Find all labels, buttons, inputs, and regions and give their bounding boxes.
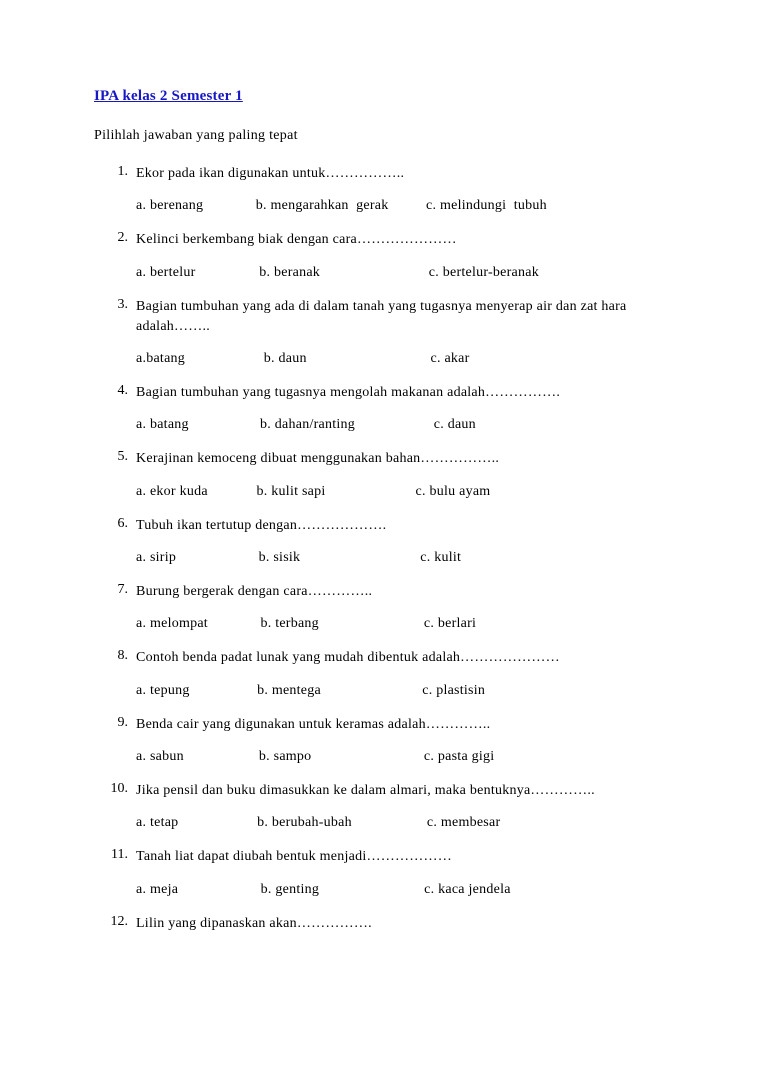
question-number: 4.: [117, 383, 128, 399]
question-text: Contoh benda padat lunak yang mudah dibentuk adalah…………………: [136, 650, 560, 666]
question-text: Kerajinan kemoceng dibuat menggunakan bahan……………..: [136, 451, 500, 467]
question-number: 6.: [117, 515, 128, 531]
page-title: IPA kelas 2 Semester 1: [94, 88, 243, 104]
question-text: Kelinci berkembang biak dengan cara…………………: [136, 232, 457, 248]
question-text: Jika pensil dan buku dimasukkan ke dalam almari, maka bentuknya…………..: [136, 782, 595, 798]
list-item: [94, 164, 674, 214]
question-list: [94, 164, 674, 934]
list-item: [94, 297, 674, 368]
question-choices: a. meja b. genting c. kaca jendela: [136, 881, 511, 897]
question-choices: a. sirip b. sisik c. kulit: [136, 550, 462, 566]
question-number: 8.: [117, 648, 128, 664]
question-number: 5.: [117, 449, 128, 465]
list-item: [94, 582, 674, 632]
question-text: Benda cair yang digunakan untuk keramas adalah…………..: [136, 716, 491, 732]
question-number: 11.: [111, 847, 128, 863]
question-number: 10.: [110, 780, 128, 796]
question-text: Bagian tumbuhan yang ada di dalam tanah yang tugasnya menyerap air dan zat hara adalah……..: [136, 298, 627, 334]
question-number: 1.: [117, 164, 128, 179]
question-choices: a. sabun b. sampo c. pasta gigi: [136, 748, 495, 764]
question-number: 2.: [117, 230, 128, 246]
question-number: 9.: [117, 714, 128, 730]
question-choices: a. bertelur b. beranak c. bertelur-beranak: [136, 264, 539, 280]
list-item: [94, 516, 674, 566]
question-text: Burung bergerak dengan cara…………..: [136, 584, 373, 600]
question-choices: a. melompat b. terbang c. berlari: [136, 616, 477, 632]
question-number: 12.: [110, 913, 128, 929]
question-text: Bagian tumbuhan yang tugasnya mengolah makanan adalah…………….: [136, 385, 561, 401]
list-item: [94, 847, 674, 897]
list-item: [94, 648, 674, 698]
list-item: [94, 715, 674, 765]
question-choices: a. batang b. dahan/ranting c. daun: [136, 417, 476, 433]
question-choices: a. berenang b. mengarahkan gerak c. melindungi tubuh: [136, 198, 547, 214]
question-choices: a. tepung b. mentega c. plastisin: [136, 682, 486, 698]
list-item: [94, 383, 674, 433]
question-text: Lilin yang dipanaskan akan…………….: [136, 915, 372, 931]
question-text: Tanah liat dapat diubah bentuk menjadi………………: [136, 849, 453, 865]
list-item: [94, 914, 674, 934]
list-item: [94, 449, 674, 499]
question-number: 7.: [117, 582, 128, 598]
list-item: [94, 230, 674, 280]
question-choices: a.batang b. daun c. akar: [136, 351, 470, 367]
question-text: Ekor pada ikan digunakan untuk……………..: [136, 166, 405, 181]
question-number: 3.: [117, 296, 128, 312]
document-body: [94, 88, 674, 950]
question-choices: a. ekor kuda b. kulit sapi c. bulu ayam: [136, 483, 491, 499]
instruction-text: Pilihlah jawaban yang paling tepat: [94, 128, 298, 143]
question-text: Tubuh ikan tertutup dengan……………….: [136, 517, 387, 533]
question-choices: a. tetap b. berubah-ubah c. membesar: [136, 815, 501, 831]
list-item: [94, 781, 674, 831]
